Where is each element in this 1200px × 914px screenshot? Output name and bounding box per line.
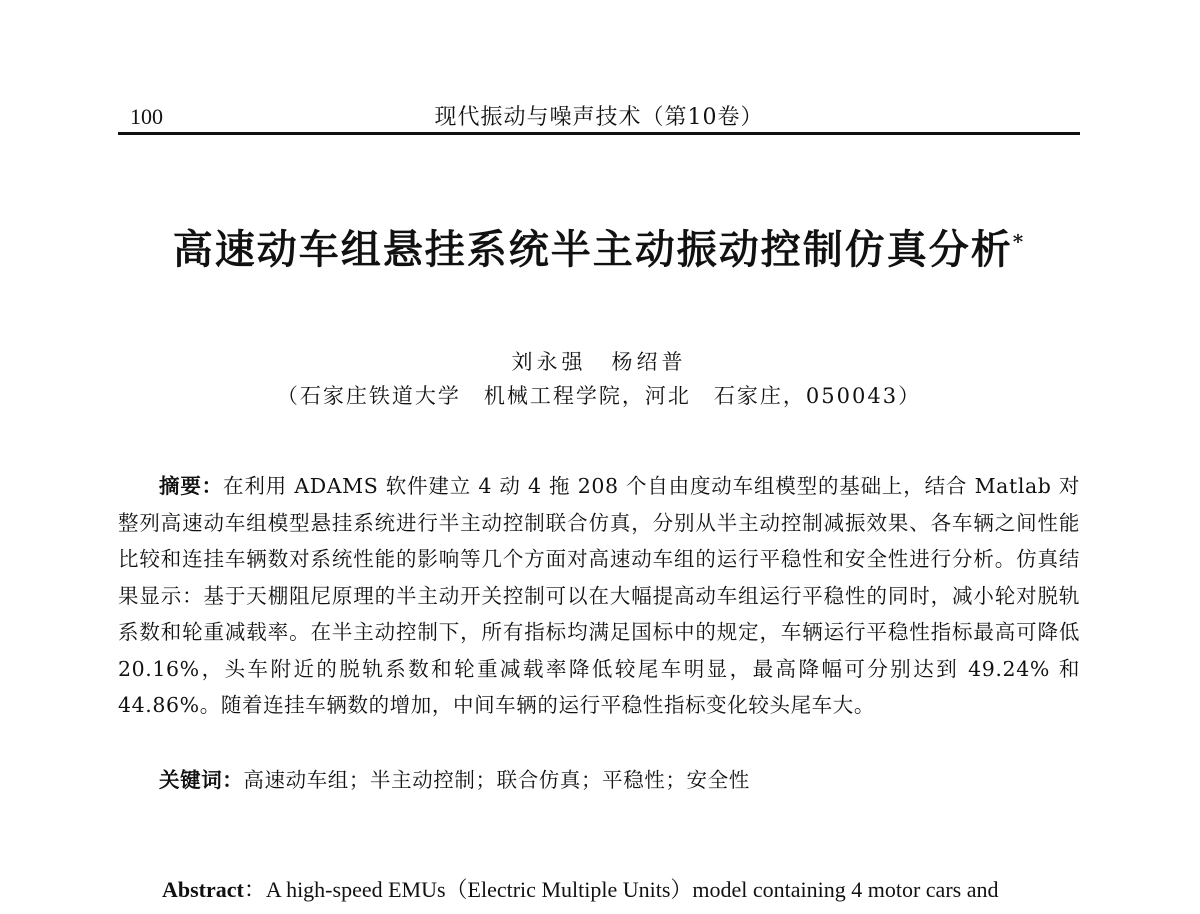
paper-title [118, 226, 1080, 274]
page-number: 100 [130, 104, 163, 129]
affiliation: （石家庄铁道大学 机械工程学院，河北 石家庄，050043） [276, 384, 922, 408]
header-rule [118, 132, 1080, 135]
paper-title-text: 高速动车组悬挂系统半主动振动控制仿真分析 [172, 226, 1013, 273]
running-header [118, 96, 1080, 132]
keywords-text: 高速动车组；半主动控制；联合仿真；平稳性；安全性 [243, 768, 750, 792]
authors: 刘永强 杨绍普 [511, 350, 687, 374]
keywords-label: 关键词： [159, 768, 244, 792]
title-footnote-mark: * [1012, 229, 1026, 254]
abstract-en-text: A high-speed EMUs（Electric Multiple Units）model containing 4 motor cars and [265, 877, 999, 902]
keywords [118, 762, 1080, 799]
abstract-text: 在利用 ADAMS 软件建立 4 动 4 拖 208 个自由度动车组模型的基础上，结合 Matlab 对整列高速动车组模型悬挂系统进行半主动控制联合仿真，分别从半主动控制减振效果、各车辆之间性能比较和连挂车辆数对系统性能的影响等几个方面对高速动车组的运行平稳性和安全性进行分析。仿真结果显示：基于天棚阻尼原理的半主动开关控制可以在大幅提高动车组运行平稳性的同时，减小轮对脱轨系数和轮重减载率。在半主动控制下，所有指标均满足国标中的规定，车辆运行平稳性指标最高可降低 20.16%，头车附近的脱轨系数和轮重减载率降低较尾车明显，最高降幅可分别达到 49.24% 和 44.86%。随着连挂车辆数的增加，中间车辆的运行平稳性指标变化较头尾车大。 [118, 474, 1080, 717]
abstract-english [118, 872, 1080, 908]
abstract-en-label: Abstract [162, 877, 244, 902]
abstract-en-separator: ： [243, 877, 266, 902]
abstract-chinese [118, 468, 1080, 724]
journal-name: 现代振动与噪声技术（第10卷） [434, 105, 764, 130]
abstract-label: 摘要： [159, 474, 223, 498]
